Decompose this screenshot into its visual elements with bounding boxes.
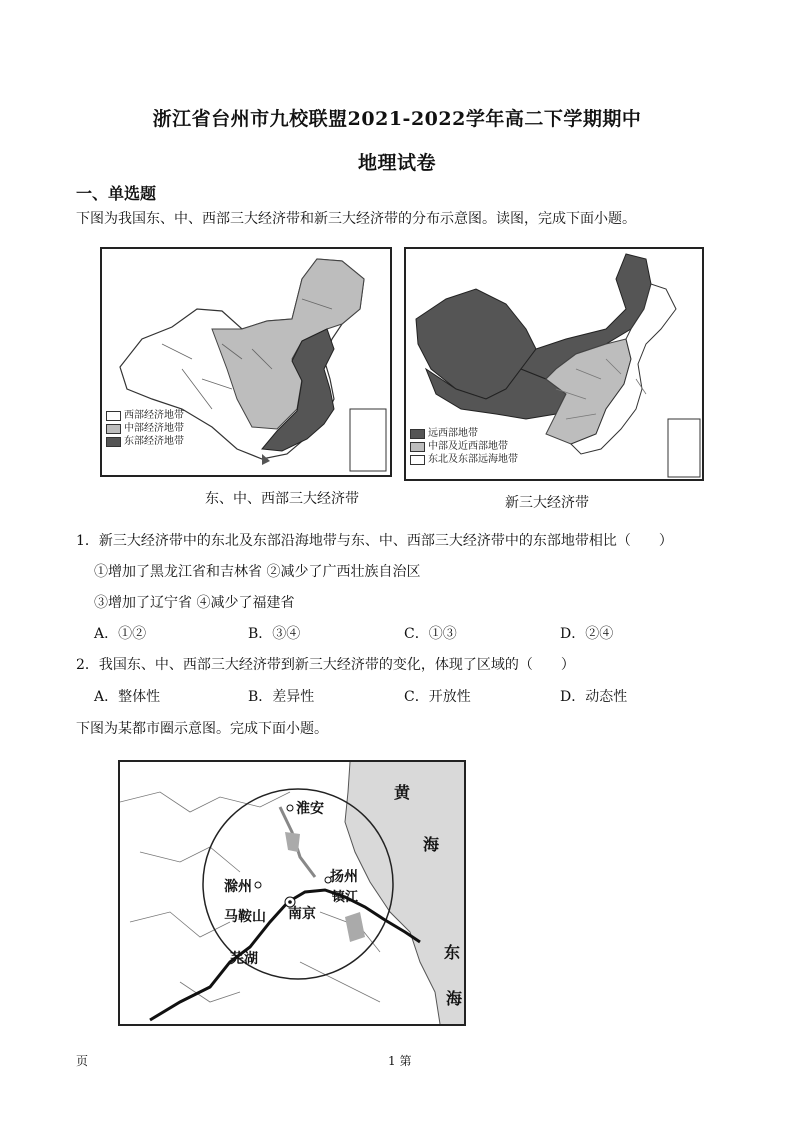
q1-stem: 1．新三大经济带中的东北及东部沿海地带与东、中、西部三大经济带中的东部地带相比（ ） bbox=[76, 533, 673, 549]
q2-stem: 2．我国东、中、西部三大经济带到新三大经济带的变化，体现了区域的（ ） bbox=[76, 657, 575, 673]
map1-legend bbox=[106, 409, 184, 448]
metro-map bbox=[120, 762, 464, 1024]
chuzhou-dot bbox=[255, 882, 261, 888]
footer-page-number: 1 第 bbox=[388, 1054, 412, 1068]
label-wuhu: 芜湖 bbox=[230, 951, 258, 967]
label-yellow-sea-1: 黄 bbox=[394, 783, 411, 802]
hongze-lake bbox=[285, 832, 300, 852]
map2-legend bbox=[410, 427, 518, 466]
south-sea-inset bbox=[350, 409, 386, 471]
map2-caption: 新三大经济带 bbox=[505, 495, 589, 511]
map-three-economic-belts bbox=[100, 247, 392, 477]
label-yellow-sea-2: 海 bbox=[423, 835, 440, 854]
legend-middle: 中部经济地带 bbox=[124, 423, 184, 434]
q1-option-d: D．②④ bbox=[560, 626, 614, 642]
page-title: 浙江省台州市九校联盟2021-2022学年高二下学期期中 bbox=[152, 108, 642, 130]
label-nanjing: 南京 bbox=[288, 906, 316, 922]
page-subtitle: 地理试卷 bbox=[357, 152, 436, 174]
q1-line2: ③增加了辽宁省 ④减少了福建省 bbox=[94, 595, 295, 611]
label-yangzhou: 扬州 bbox=[330, 869, 358, 885]
label-huaian: 淮安 bbox=[296, 801, 324, 817]
map-new-economic-belts bbox=[404, 247, 704, 481]
intro-paragraph-1: 下图为我国东、中、西部三大经济带和新三大经济带的分布示意图。读图，完成下面小题。 bbox=[76, 211, 636, 227]
legend-west: 西部经济地带 bbox=[124, 410, 184, 421]
intro-paragraph-2: 下图为某都市圈示意图。完成下面小题。 bbox=[76, 721, 328, 737]
q2-option-d: D．动态性 bbox=[560, 689, 628, 705]
legend-east: 东部经济地带 bbox=[124, 436, 184, 447]
q1-option-b: B．③④ bbox=[248, 626, 301, 642]
section-heading: 一、单选题 bbox=[76, 184, 157, 203]
label-chuzhou: 滁州 bbox=[224, 879, 252, 895]
legend-middle-near-west: 中部及近西部地带 bbox=[428, 441, 508, 452]
q2-option-a: A．整体性 bbox=[94, 689, 161, 705]
q2-option-b: B．差异性 bbox=[248, 689, 315, 705]
south-sea-inset-2 bbox=[668, 419, 700, 477]
taihu-lake bbox=[345, 912, 365, 942]
label-maanshan: 马鞍山 bbox=[224, 909, 266, 925]
map1-caption: 东、中、西部三大经济带 bbox=[205, 491, 359, 507]
legend-east-coastal: 东北及东部远海地带 bbox=[428, 454, 518, 465]
q1-option-c: C．①③ bbox=[404, 626, 457, 642]
q1-line1: ①增加了黑龙江省和吉林省 ②减少了广西壮族自治区 bbox=[94, 564, 421, 580]
label-east-sea-1: 东 bbox=[444, 943, 461, 962]
footer-left: 页 bbox=[76, 1054, 89, 1068]
legend-far-west: 远西部地带 bbox=[428, 428, 478, 439]
label-east-sea-2: 海 bbox=[446, 989, 463, 1008]
q2-option-c: C．开放性 bbox=[404, 689, 471, 705]
huaian-dot bbox=[287, 805, 293, 811]
map-metropolitan-area bbox=[118, 760, 466, 1026]
yangtze-river bbox=[150, 890, 420, 1020]
q1-option-a: A．①② bbox=[94, 626, 147, 642]
label-zhenjiang: 镇江 bbox=[332, 890, 359, 905]
